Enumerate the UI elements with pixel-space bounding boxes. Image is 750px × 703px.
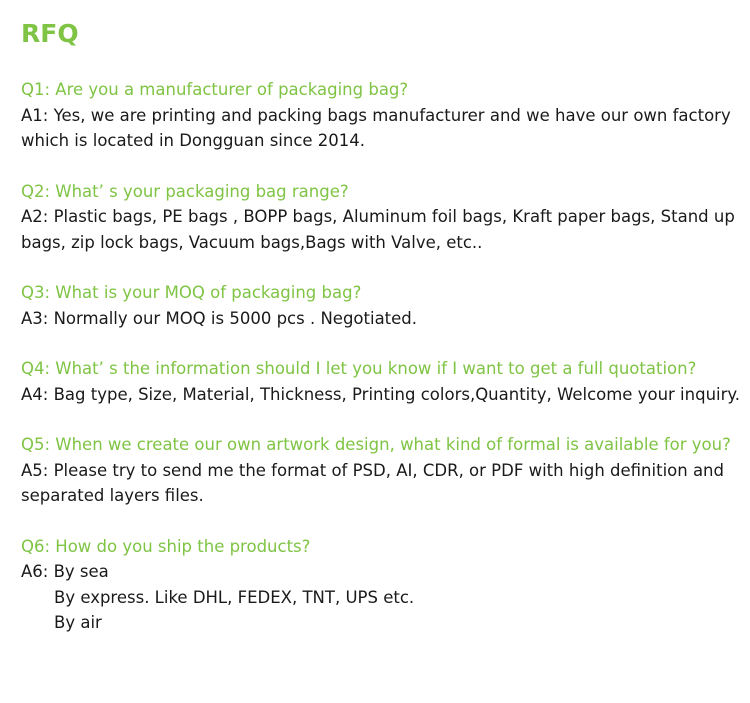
answer-3: A3: Normally our MOQ is 5000 pcs . Negotiated. [21,308,418,328]
question-2: Q2: What’ s your packaging bag range? [21,181,349,201]
answer-4: A4: Bag type, Size, Material, Thickness, Printing colors,Quantity, Welcome your inquiry. [21,384,741,404]
answer-2: A2: Plastic bags, PE bags , BOPP bags, Aluminum foil bags, Kraft paper bags, Stand up bags, zip lock bags, Vacuum bags,Bags with Valve, etc.. [21,207,735,252]
faq-item-6 [21,534,743,636]
question-6: Q6: How do you ship the products? [21,536,311,556]
faq-item-2 [21,179,743,256]
question-5: Q5: When we create our own artwork design, what kind of formal is available for you? [21,435,731,454]
answer-6-line-3: By air [54,613,102,632]
question-4: Q4: What’ s the information should I let you know if I want to get a full quotation? [21,359,697,378]
answer-6-line-2: By express. Like DHL, FEDEX, TNT, UPS etc. [54,587,415,607]
question-3: Q3: What is your MOQ of packaging bag? [21,283,362,302]
faq-item-4 [21,356,743,407]
faq-item-3 [21,280,743,331]
answer-5: A5: Please try to send me the format of PSD, AI, CDR, or PDF with high definition and separated layers files. [21,460,724,505]
faq-item-1 [21,77,743,154]
answer-6: A6: By sea [21,562,109,581]
faq-item-5 [21,432,743,509]
answer-1: A1: Yes, we are printing and packing bags manufacturer and we have our own factory which is located in Dongguan since 2014. [21,105,731,150]
page-title: RFQ [21,19,79,48]
question-1: Q1: Are you a manufacturer of packaging bag? [21,80,409,99]
rfq-document [21,14,743,661]
